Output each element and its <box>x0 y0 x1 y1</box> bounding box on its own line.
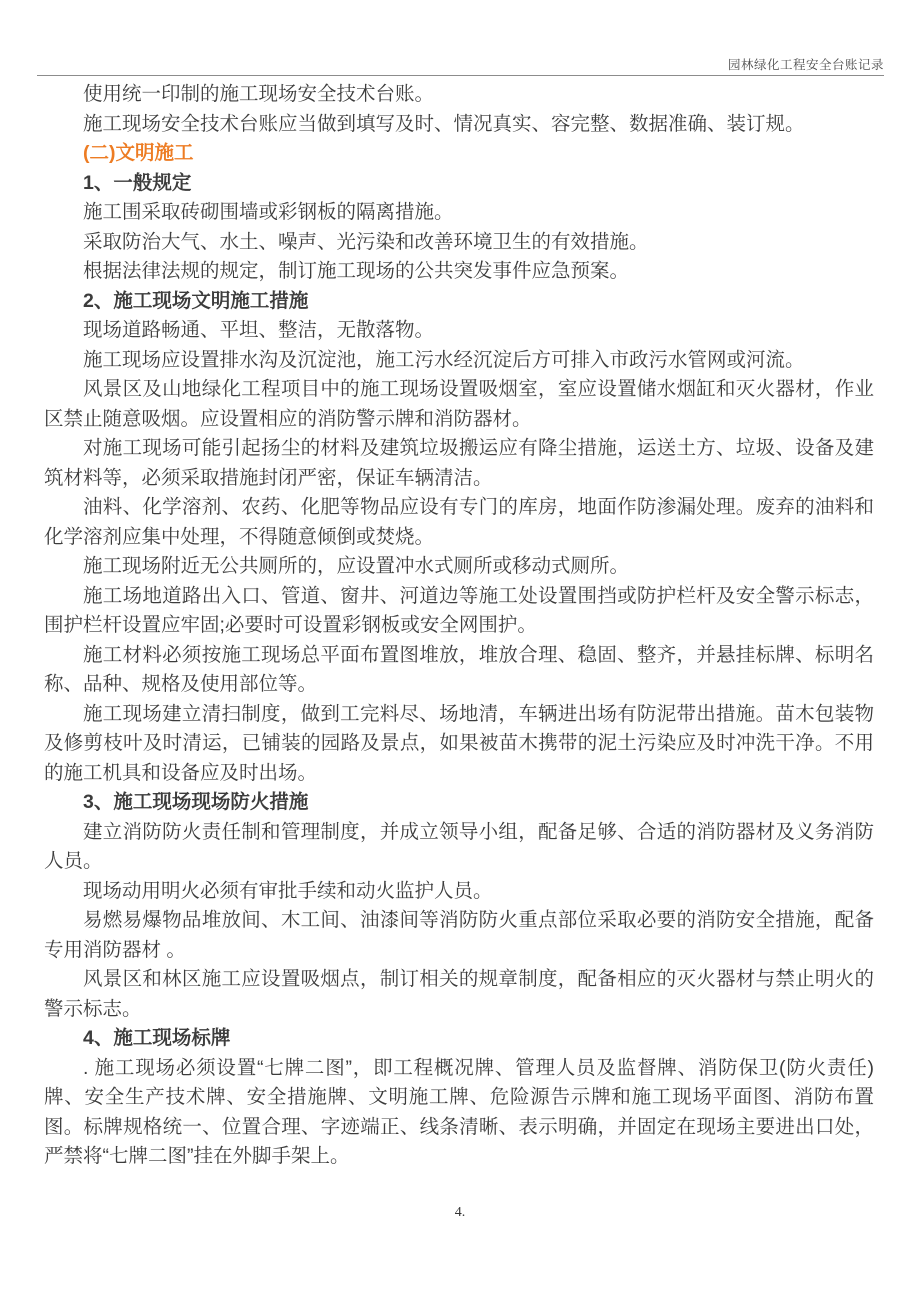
paragraph: 建立消防防火责任制和管理制度，并成立领导小组，配备足够、合适的消防器材及义务消防人员。 <box>44 820 874 872</box>
section-heading-civilized-construction: (二)文明施工 <box>83 142 194 164</box>
subsection-heading-2: 2、施工现场文明施工措施 <box>83 289 309 312</box>
page-header <box>37 0 884 76</box>
header-title: 园林绿化工程安全台账记录 <box>727 58 884 72</box>
paragraph: 施工材料必须按施工现场总平面布置图堆放，堆放合理、稳固、整齐，并悬挂标牌、标明名称、品种、规格及使用部位等。 <box>44 643 874 695</box>
subsection-heading-3: 3、施工现场现场防火措施 <box>83 791 309 813</box>
paragraph: 施工现场附近无公共厕所的，应设置冲水式厕所或移动式厕所。 <box>83 555 630 577</box>
paragraph: 现场道路畅通、平坦、整洁，无散落物。 <box>83 319 435 341</box>
page-footer <box>0 1205 920 1221</box>
paragraph: 现场动用明火必须有审批手续和动火监护人员。 <box>83 879 493 902</box>
paragraph: 采取防治大气、水土、噪声、光污染和改善环境卫生的有效措施。 <box>83 230 649 253</box>
paragraph: 根据法律法规的规定，制订施工现场的公共突发事件应急预案。 <box>83 260 630 282</box>
paragraph: 施工现场应设置排水沟及沉淀池，施工污水经沉淀后方可排入市政污水管网或河流。 <box>83 348 805 371</box>
paragraph: 油料、化学溶剂、农药、化肥等物品应设有专门的库房，地面作防渗漏处理。废弃的油料和化学溶剂应集中处理，不得随意倾倒或焚烧。 <box>44 496 874 548</box>
paragraph: 施工围采取砖砌围墙或彩钢板的隔离措施。 <box>83 201 454 223</box>
subsection-heading-1: 1、一般规定 <box>83 171 192 194</box>
paragraph: . 施工现场必须设置“七牌二图”，即工程概况牌、管理人员及监督牌、消防保卫(防火责任)牌、安全生产技术牌、安全措施牌、文明施工牌、危险源告示牌和施工现场平面图、消防布置图。标牌规格统一、位置合理、字迹端正、线条清晰、表示明确，并固定在现场主要进出口处，严禁将“七牌二图”挂在外脚手架上。 <box>44 1056 874 1167</box>
paragraph: 风景区和林区施工应设置吸烟点，制订相关的规章制度，配备相应的灭火器材与禁止明火的警示标志。 <box>44 968 874 1020</box>
page-number: 4. <box>454 1205 466 1220</box>
paragraph: 施工现场安全技术台账应当做到填写及时、情况真实、容完整、数据准确、装订规。 <box>83 112 805 135</box>
paragraph: 使用统一印制的施工现场安全技术台账。 <box>83 83 435 105</box>
paragraph: 对施工现场可能引起扬尘的材料及建筑垃圾搬运应有降尘措施，运送土方、垃圾、设备及建筑材料等，必须采取措施封闭严密，保证车辆清洁。 <box>44 437 874 489</box>
document-body <box>44 80 874 1172</box>
paragraph: 施工现场建立清扫制度，做到工完料尽、场地清，车辆进出场有防泥带出措施。苗木包装物及修剪枝叶及时清运，已铺装的园路及景点，如果被苗木携带的泥土污染应及时冲洗干净。不用的施工机具和设备应及时出场。 <box>44 702 874 784</box>
paragraph: 易燃易爆物品堆放间、木工间、油漆间等消防防火重点部位采取必要的消防安全措施，配备专用消防器材 。 <box>44 909 874 961</box>
paragraph: 风景区及山地绿化工程项目中的施工现场设置吸烟室，室应设置储水烟缸和灭火器材，作业区禁止随意吸烟。应设置相应的消防警示牌和消防器材。 <box>44 378 874 430</box>
paragraph: 施工场地道路出入口、管道、窗井、河道边等施工处设置围挡或防护栏杆及安全警示标志，围护栏杆设置应牢固;必要时可设置彩钢板或安全网围护。 <box>44 584 874 636</box>
subsection-heading-4: 4、施工现场标牌 <box>83 1027 231 1049</box>
